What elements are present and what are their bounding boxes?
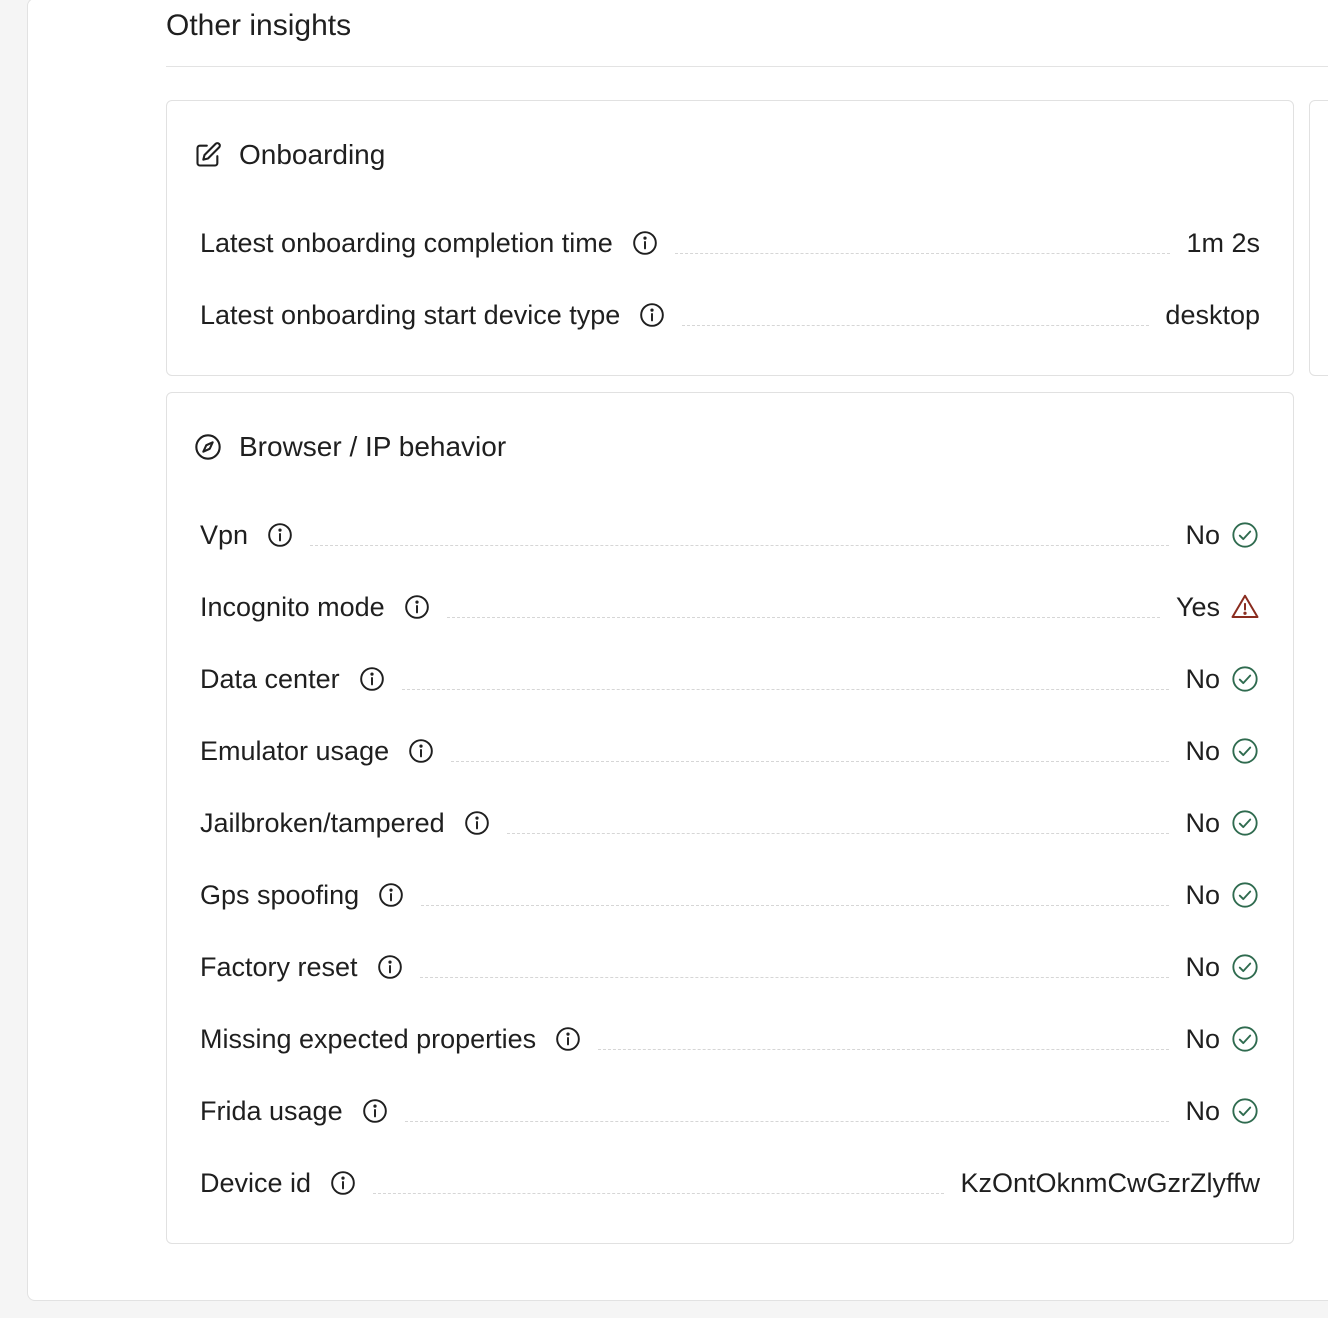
browser-row-vpn <box>200 499 1260 571</box>
check-circle-icon <box>1230 952 1260 982</box>
info-icon[interactable] <box>403 593 431 621</box>
browser-row-incognito-mode <box>200 571 1260 643</box>
info-icon[interactable] <box>329 1169 357 1197</box>
info-icon[interactable] <box>631 229 659 257</box>
row-value-text: No <box>1185 519 1220 550</box>
row-label: Device id <box>200 1167 312 1198</box>
info-icon[interactable] <box>638 301 666 329</box>
info-icon[interactable] <box>361 1097 389 1125</box>
row-label: Incognito mode <box>200 591 385 622</box>
row-value <box>1185 1024 1260 1055</box>
row-value <box>1185 880 1260 911</box>
row-value-text: No <box>1185 735 1220 766</box>
browser-ip-card <box>166 392 1294 1244</box>
info-icon[interactable] <box>376 953 404 981</box>
dotted-leader <box>421 905 1169 906</box>
row-value-text: No <box>1185 951 1220 982</box>
info-icon[interactable] <box>407 737 435 765</box>
dotted-leader <box>598 1049 1169 1050</box>
row-value-text: No <box>1185 807 1220 838</box>
browser-row-frida-usage <box>200 1075 1260 1147</box>
onboarding-row-device-type <box>200 279 1260 351</box>
check-circle-icon <box>1230 880 1260 910</box>
check-circle-icon <box>1230 808 1260 838</box>
dotted-leader <box>420 977 1170 978</box>
row-label: Vpn <box>200 519 249 550</box>
section-divider <box>166 66 1328 67</box>
row-label: Emulator usage <box>200 735 390 766</box>
row-value-text: No <box>1185 1023 1220 1054</box>
dotted-leader <box>507 833 1170 834</box>
row-label: Frida usage <box>200 1095 343 1126</box>
row-label: Latest onboarding completion time <box>200 227 613 258</box>
browser-ip-rows <box>200 499 1260 1219</box>
row-label: Factory reset <box>200 951 358 982</box>
browser-row-emulator-usage <box>200 715 1260 787</box>
check-circle-icon <box>1230 736 1260 766</box>
row-label: Latest onboarding start device type <box>200 299 621 330</box>
browser-row-factory-reset <box>200 931 1260 1003</box>
onboarding-row-completion-time <box>200 207 1260 279</box>
check-circle-icon <box>1230 664 1260 694</box>
browser-row-gps-spoofing <box>200 859 1260 931</box>
info-icon[interactable] <box>554 1025 582 1053</box>
row-value-text: No <box>1185 879 1220 910</box>
dotted-leader <box>402 689 1170 690</box>
section-title: Other insights <box>166 9 352 42</box>
warning-triangle-icon <box>1230 592 1260 622</box>
row-value <box>1185 1096 1260 1127</box>
onboarding-rows <box>200 207 1260 351</box>
check-circle-icon <box>1230 520 1260 550</box>
row-value-text: No <box>1185 1095 1220 1126</box>
row-label: Jailbroken/tampered <box>200 807 445 838</box>
row-value <box>1176 592 1260 623</box>
dotted-leader <box>310 545 1169 546</box>
info-icon[interactable] <box>358 665 386 693</box>
browser-row-jailbroken-tampered <box>200 787 1260 859</box>
row-label: Data center <box>200 663 340 694</box>
row-value <box>1185 520 1260 551</box>
row-value <box>1185 664 1260 695</box>
row-value <box>1185 952 1260 983</box>
row-label: Missing expected properties <box>200 1023 537 1054</box>
row-value <box>1185 808 1260 839</box>
info-icon[interactable] <box>266 521 294 549</box>
onboarding-card-header <box>193 137 385 173</box>
dotted-leader <box>675 253 1171 254</box>
info-icon[interactable] <box>377 881 405 909</box>
row-value: desktop <box>1165 299 1260 330</box>
onboarding-card <box>166 100 1294 376</box>
dotted-leader <box>451 761 1169 762</box>
dotted-leader <box>682 325 1149 326</box>
browser-row-data-center <box>200 643 1260 715</box>
browser-row-missing-expected-properties <box>200 1003 1260 1075</box>
adjacent-card-edge <box>1309 100 1328 376</box>
dotted-leader <box>447 617 1160 618</box>
check-circle-icon <box>1230 1024 1260 1054</box>
row-label: Gps spoofing <box>200 879 360 910</box>
row-value-text: No <box>1185 663 1220 694</box>
onboarding-card-title: Onboarding <box>239 139 386 170</box>
browser-row-device-id <box>200 1147 1260 1219</box>
edit-icon <box>193 140 223 170</box>
dotted-leader <box>373 1193 944 1194</box>
row-value: 1m 2s <box>1186 227 1260 258</box>
info-icon[interactable] <box>463 809 491 837</box>
row-value-text: Yes <box>1175 591 1220 622</box>
browser-ip-card-title: Browser / IP behavior <box>239 431 507 462</box>
row-value: KzOntOknmCwGzrZlyffw <box>960 1167 1260 1198</box>
compass-icon <box>193 432 223 462</box>
check-circle-icon <box>1230 1096 1260 1126</box>
browser-ip-card-header <box>193 429 506 465</box>
dotted-leader <box>405 1121 1170 1122</box>
row-value <box>1185 736 1260 767</box>
